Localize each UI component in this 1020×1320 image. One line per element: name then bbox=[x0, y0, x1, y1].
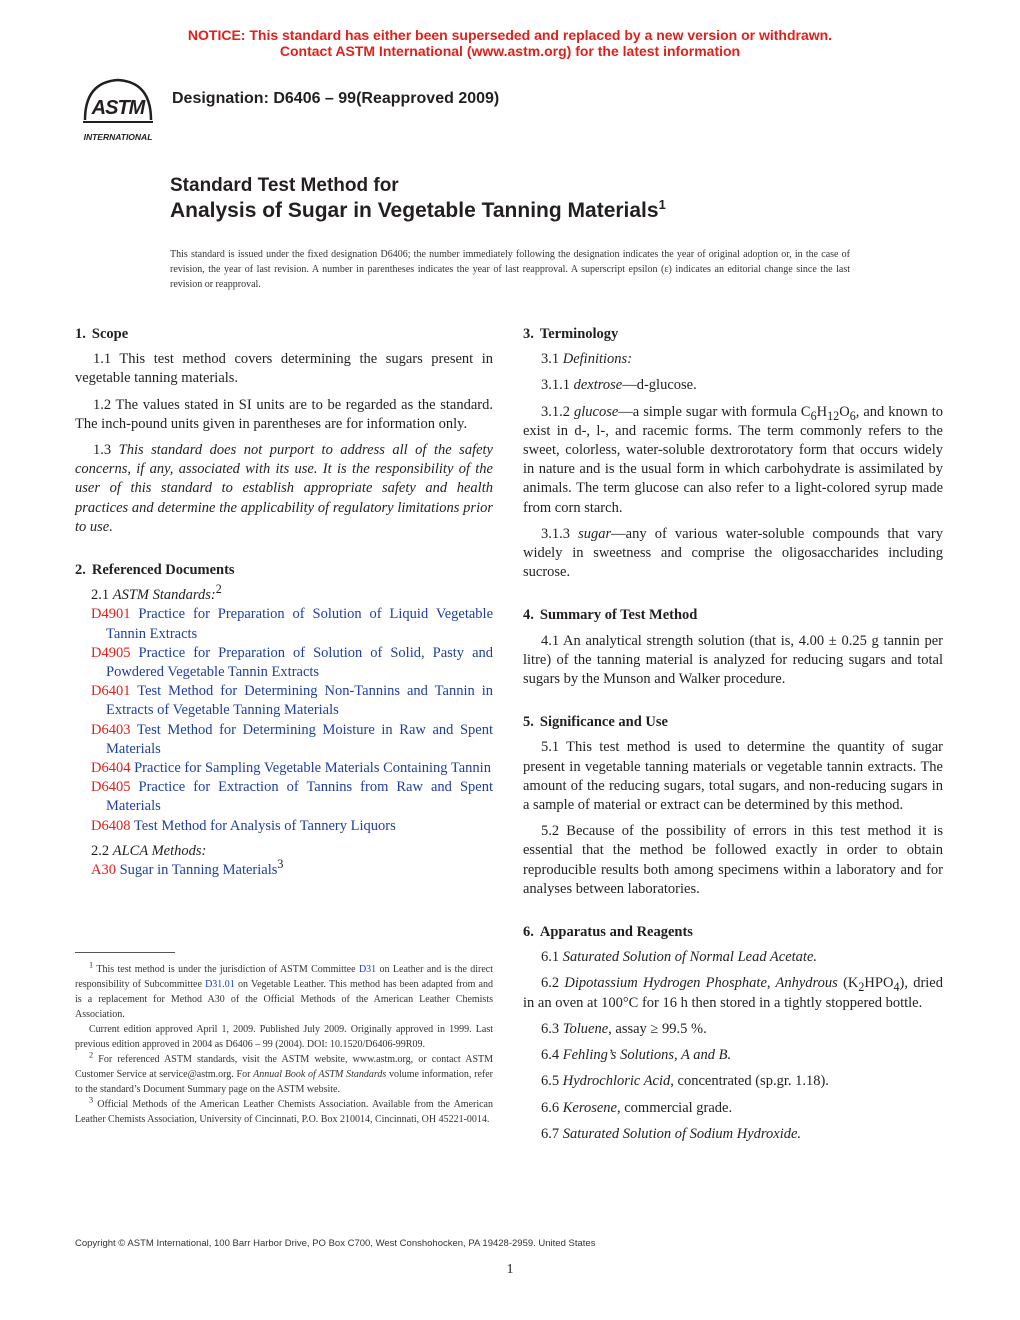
designation: Designation: D6406 – 99(Reapproved 2009) bbox=[172, 90, 500, 107]
scope-heading bbox=[75, 325, 493, 344]
committee-link[interactable]: D31 bbox=[358, 964, 377, 975]
apparatus-text: , concentrated (sp.gr. 1.18). bbox=[670, 1073, 829, 1090]
apparatus-item bbox=[523, 1046, 943, 1065]
def-label: Definitions: bbox=[562, 351, 633, 368]
issued-note: This standard is issued under the fixed designation D6406; the number immediately following the designation indicates the year of original adoption or, in the case of revision, the year of last revision. A number in parentheses indicates the year of last reapproval. A superscript epsilon (ε) indicates an editorial change since the last revision or reapproval. bbox=[170, 249, 850, 290]
summary-heading-text: Summary of Test Method bbox=[539, 607, 698, 624]
term-num: 3.1.2 bbox=[541, 403, 570, 420]
section-apparatus bbox=[523, 923, 943, 1144]
significance-heading-num: 5. bbox=[523, 714, 534, 731]
formula-subscript: 2 bbox=[858, 980, 865, 995]
svg-text:ASTM: ASTM bbox=[91, 97, 145, 119]
astm-standards-label bbox=[75, 582, 493, 605]
formula-subscript: 6 bbox=[849, 408, 856, 423]
title-line-1: Standard Test Method for bbox=[170, 175, 399, 196]
section-scope bbox=[75, 325, 493, 537]
reference-list bbox=[75, 605, 493, 835]
reference-title[interactable]: Test Method for Determining Non-Tannins and Tannin in Extracts of Vegetable Tanning Materials bbox=[106, 683, 493, 719]
footnote-3 bbox=[75, 1097, 493, 1127]
apparatus-text: (K bbox=[837, 975, 859, 992]
term-num: 3.1.1 bbox=[541, 377, 570, 394]
reference-item[interactable] bbox=[75, 682, 493, 720]
title-footnote-mark: 1 bbox=[658, 197, 666, 212]
term-definition: —any of various water-soluble compounds that vary widely in sweetness and comprise the oligosaccharides including sucrose. bbox=[523, 525, 943, 581]
footnote-text: Official Methods of the American Leather Chemists Association. Available from the American Leather Chemists Association, University of Cincinnati, P.O. Box 210014, Cincinnati, OH 45221-0014. bbox=[75, 1099, 493, 1125]
apparatus-term: Toluene bbox=[562, 1020, 609, 1037]
alca-footnote-mark: 3 bbox=[277, 857, 284, 872]
reference-item[interactable] bbox=[75, 721, 493, 759]
footnote-2 bbox=[75, 1052, 493, 1097]
term-definition: H bbox=[816, 403, 828, 420]
apparatus-heading-num: 6. bbox=[523, 924, 534, 941]
reference-item[interactable] bbox=[75, 644, 493, 682]
footnote-mark: 3 bbox=[89, 1095, 94, 1105]
reference-title[interactable]: Test Method for Determining Moisture in Raw and Spent Materials bbox=[106, 721, 493, 757]
term-sugar bbox=[523, 525, 943, 583]
terminology-heading-num: 3. bbox=[523, 326, 534, 342]
apparatus-term: Fehling’s Solutions, A and B. bbox=[562, 1047, 732, 1064]
significance-p2: 5.2 Because of the possibility of errors in this test method it is essential that the method be followed exactly in order to obtain reproducible results both among specimens within a laboratory and for analyses between laboratories. bbox=[523, 823, 943, 897]
scope-p2: 1.2 The values stated in SI units are to be regarded as the standard. The inch-pound units given in parentheses are for information only. bbox=[75, 396, 493, 432]
reference-code[interactable]: D6405 bbox=[91, 779, 131, 796]
page-number: 1 bbox=[506, 1262, 514, 1277]
footnote-mark: 1 bbox=[89, 960, 94, 970]
term-word: dextrose bbox=[573, 377, 623, 394]
formula-subscript: 4 bbox=[893, 980, 900, 995]
notice-line-1: NOTICE: This standard has either been superseded and replaced by a new version or withdrawn. bbox=[187, 27, 833, 43]
apparatus-text: , commercial grade. bbox=[616, 1099, 733, 1116]
summary-heading bbox=[523, 606, 943, 625]
apparatus-term: Hydrochloric Acid bbox=[562, 1073, 671, 1090]
section-referenced-documents bbox=[75, 561, 493, 880]
significance-p1: 5.1 This test method is used to determine the quantity of sugar present in vegetable tanning materials or vegetable tannin extracts. The amount of the reducing sugars, total sugars, and non-reducing sugars in a sample of material or extract can be determined by this method. bbox=[523, 739, 943, 814]
term-glucose bbox=[523, 403, 943, 518]
scope-heading-text: Scope bbox=[91, 326, 129, 342]
section-terminology bbox=[523, 325, 943, 582]
apparatus-num: 6.3 bbox=[541, 1020, 560, 1037]
apparatus-heading bbox=[523, 923, 943, 942]
referenced-heading-num: 2. bbox=[75, 562, 86, 579]
apparatus-item bbox=[523, 1072, 943, 1091]
title-line-2 bbox=[170, 199, 666, 223]
formula-subscript: 12 bbox=[827, 408, 840, 423]
apparatus-num: 6.5 bbox=[541, 1073, 560, 1090]
scope-p3 bbox=[75, 441, 493, 537]
scope-p3-text: This standard does not purport to address all of the safety concerns, if any, associated with its use. It is the responsibility of the user of this standard to establish appropriate safety and health practices and determine the applicability of regulatory limitations prior to use. bbox=[75, 442, 493, 535]
footnote-text: For referenced ASTM standards, visit the ASTM website, www.astm.org, or contact ASTM Customer Service at service@astm.org. For bbox=[75, 1054, 493, 1080]
term-definition: , and known to exist in d-, l-, and racemic forms. The term commonly refers to the sweet, colorless, water-soluble dextrorotatory form that occurs widely in nature and is the usual form in which carbohydrate is assimilated by animals. The term glucose can also refer to a light-colored syrup made from corn starch. bbox=[523, 403, 944, 516]
apparatus-term: Saturated Solution of Normal Lead Acetate. bbox=[562, 949, 818, 966]
astm-label-text: ASTM Standards: bbox=[112, 587, 216, 604]
astm-label-sup: 2 bbox=[215, 582, 222, 597]
apparatus-text: ), dried in an oven at 100°C for 16 h then stored in a tightly stoppered bottle. bbox=[523, 975, 943, 1011]
reference-title[interactable]: Practice for Extraction of Tannins from Raw and Spent Materials bbox=[106, 779, 493, 815]
reference-code[interactable]: D4901 bbox=[91, 606, 131, 623]
apparatus-item bbox=[523, 948, 943, 967]
term-definition: —d-glucose. bbox=[622, 377, 697, 394]
reference-code[interactable]: D6401 bbox=[91, 683, 131, 700]
footnote-text: on Vegetable Leather. This method has been adapted from and is a replacement for Method A30 of the Official Methods of the American Leather Chemists Association. bbox=[75, 979, 493, 1020]
footnote-1-edition: Current edition approved April 1, 2009. Published July 2009. Originally approved in 1999. Last previous edition approved in 2004 as D6406 – 99 (2004). DOI: 10.1520/D6406-99R09. bbox=[75, 1024, 493, 1050]
apparatus-num: 6.4 bbox=[541, 1047, 560, 1064]
significance-heading bbox=[523, 713, 943, 732]
notice-line-2: Contact ASTM International (www.astm.org) for the latest information bbox=[279, 43, 741, 59]
summary-heading-num: 4. bbox=[523, 607, 534, 624]
apparatus-item bbox=[523, 1099, 943, 1118]
def-num: 3.1 bbox=[541, 351, 560, 368]
section-summary bbox=[523, 606, 943, 689]
footnote-text: on Leather and is the direct responsibility of Subcommittee bbox=[75, 964, 494, 990]
term-num: 3.1.3 bbox=[541, 525, 570, 542]
referenced-heading-text: Referenced Documents bbox=[91, 562, 235, 579]
apparatus-num: 6.7 bbox=[541, 1125, 560, 1142]
scope-p1: 1.1 This test method covers determining the sugars present in vegetable tanning materials. bbox=[75, 351, 493, 387]
astm-logo bbox=[75, 72, 161, 147]
left-column bbox=[75, 325, 493, 904]
alca-label-text: ALCA Methods: bbox=[112, 842, 207, 859]
apparatus-num: 6.1 bbox=[541, 949, 560, 966]
reference-code[interactable]: D4905 bbox=[91, 644, 131, 661]
reference-item[interactable] bbox=[75, 778, 493, 816]
apparatus-term: Kerosene bbox=[562, 1099, 617, 1116]
significance-heading-text: Significance and Use bbox=[539, 714, 668, 731]
logo-international-text: INTERNATIONAL bbox=[83, 132, 153, 142]
title-main: Analysis of Sugar in Vegetable Tanning Materials bbox=[170, 199, 659, 222]
scope-p3-num: 1.3 bbox=[93, 442, 112, 459]
term-word: sugar bbox=[578, 525, 612, 542]
term-word: glucose bbox=[574, 403, 619, 420]
footnote-text: volume information, refer to the standard’s Document Summary page on the ASTM website. bbox=[75, 1069, 494, 1095]
subcommittee-link[interactable]: D31.01 bbox=[205, 979, 235, 990]
footnote-mark: 2 bbox=[89, 1050, 94, 1060]
summary-p1: 4.1 An analytical strength solution (that is, 4.00 ± 0.25 g tannin per litre) of the tanning material is analyzed for reducing sugars and total sugars by the Munson and Walker procedure. bbox=[523, 632, 943, 688]
apparatus-text: , assay ≥ 99.5 %. bbox=[608, 1020, 707, 1037]
definitions-label bbox=[523, 350, 943, 369]
apparatus-term: Saturated Solution of Sodium Hydroxide. bbox=[562, 1125, 802, 1142]
apparatus-term: Dipotassium Hydrogen Phosphate, Anhydrous bbox=[564, 975, 838, 992]
reference-title[interactable]: Sugar in Tanning Materials bbox=[119, 862, 278, 879]
term-definition: —a simple sugar with formula C bbox=[618, 403, 811, 420]
referenced-heading bbox=[75, 561, 493, 580]
term-dextrose bbox=[523, 376, 943, 395]
reference-title[interactable]: Practice for Preparation of Solution of Liquid Vegetable Tannin Extracts bbox=[106, 606, 494, 642]
apparatus-item bbox=[523, 1020, 943, 1039]
reference-item[interactable] bbox=[75, 817, 493, 836]
footnotes bbox=[75, 962, 493, 1127]
right-column bbox=[523, 325, 943, 1168]
reference-item[interactable] bbox=[75, 605, 493, 643]
astm-label-num: 2.1 bbox=[91, 587, 110, 604]
footnote-1 bbox=[75, 962, 493, 1022]
reference-item[interactable] bbox=[75, 759, 493, 778]
apparatus-item bbox=[523, 1125, 943, 1144]
reference-title[interactable]: Practice for Preparation of Solution of Solid, Pasty and Powdered Vegetable Tannin Extracts bbox=[106, 644, 494, 681]
copyright: Copyright © ASTM International, 100 Barr Harbor Drive, PO Box C700, West Conshohocken, PA 19428-2959. United States bbox=[75, 1238, 596, 1249]
apparatus-heading-text: Apparatus and Reagents bbox=[539, 924, 693, 941]
apparatus-item bbox=[523, 974, 943, 1012]
reference-code[interactable]: D6403 bbox=[91, 721, 131, 738]
footnote-text-italic: Annual Book of ASTM Standards bbox=[253, 1069, 387, 1080]
alca-reference-item[interactable] bbox=[75, 857, 493, 880]
alca-label-num: 2.2 bbox=[91, 842, 110, 859]
section-significance bbox=[523, 713, 943, 899]
footnote-text: This test method is under the jurisdiction of ASTM Committee bbox=[93, 964, 359, 975]
scope-heading-num: 1. bbox=[75, 326, 86, 342]
terminology-heading bbox=[523, 325, 943, 344]
apparatus-num: 6.6 bbox=[541, 1099, 560, 1116]
reference-title[interactable]: Practice for Sampling Vegetable Materials Containing Tannin bbox=[134, 760, 491, 777]
reference-code[interactable]: D6404 bbox=[91, 760, 131, 777]
reference-title[interactable]: Test Method for Analysis of Tannery Liquors bbox=[133, 817, 396, 834]
apparatus-text: HPO bbox=[864, 975, 894, 992]
terminology-heading-text: Terminology bbox=[539, 326, 619, 342]
reference-code[interactable]: D6408 bbox=[91, 817, 131, 834]
term-definition: O bbox=[839, 403, 850, 420]
footnote-divider bbox=[75, 952, 175, 953]
apparatus-num: 6.2 bbox=[541, 975, 560, 992]
formula-subscript: 6 bbox=[810, 408, 817, 423]
alca-methods-label bbox=[75, 842, 493, 861]
reference-code[interactable]: A30 bbox=[91, 862, 116, 879]
